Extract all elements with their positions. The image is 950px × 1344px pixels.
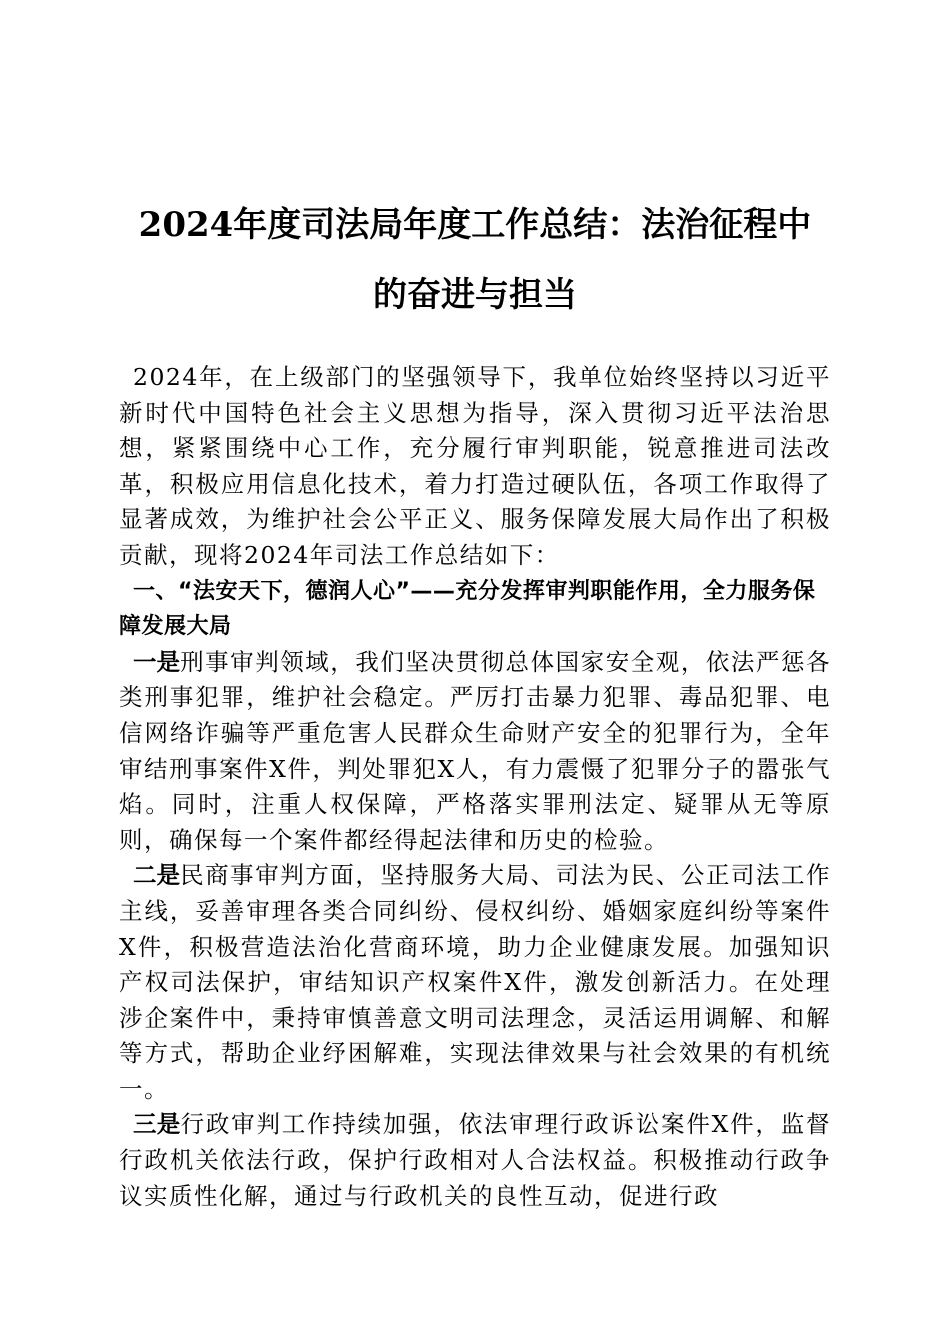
item-text: 刑事审判领域，我们坚决贯彻总体国家安全观，依法严惩各类刑事犯罪，维护社会稳定。严厉打击暴力犯罪、毒品犯罪、电信网络诈骗等严重危害人民群众生命财产安全的犯罪行为，全年审结刑事案件X件，判处罪犯X人，有力震慑了犯罪分子的嚣张气焰。同时，注重人权保障，严格落实罪刑法定、疑罪从无等原则，确保每一个案件都经得起法律和历史的检验。 (119, 647, 832, 854)
document-title (110, 190, 840, 330)
item-lead: 一是 (133, 647, 181, 676)
item-text: 民商事审判方面，坚持服务大局、司法为民、公正司法工作主线，妥善审理各类合同纠纷、侵权纠纷、婚姻家庭纠纷等案件X件，积极营造法治化营商环境，助力企业健康发展。加强知识产权司法保护，审结知识产权案件X件，激发创新活力。在处理涉企案件中，秉持审慎善意文明司法理念，灵活运用调解、和解等方式，帮助企业纾困解难，实现法律效果与社会效果的有机统一。 (119, 861, 832, 1103)
document-body (119, 360, 831, 1214)
item-paragraph-2 (119, 858, 831, 1107)
item-paragraph-1 (119, 645, 831, 859)
title-line-2: 的奋进与担当 (373, 275, 577, 315)
item-paragraph-3 (119, 1107, 831, 1214)
item-lead: 二是 (133, 861, 181, 890)
title-line-1: 2024年度司法局年度工作总结：法治征程中 (138, 205, 812, 245)
section-1-heading: 一、“法安天下，德润人心”——充分发挥审判职能作用，全力服务保障发展大局 (119, 578, 816, 640)
item-lead: 三是 (133, 1110, 181, 1139)
intro-paragraph: 2024年，在上级部门的坚强领导下，我单位始终坚持以习近平新时代中国特色社会主义思想为指导，深入贯彻习近平法治思想，紧紧围绕中心工作，充分履行审判职能，锐意推进司法改革，积极应用信息化技术，着力打造过硬队伍，各项工作取得了显著成效，为维护社会公平正义、服务保障发展大局作出了积极贡献，现将2024年司法工作总结如下： (119, 363, 831, 569)
item-text: 行政审判工作持续加强，依法审理行政诉讼案件X件，监督行政机关依法行政，保护行政相对人合法权益。积极推动行政争议实质性化解，通过与行政机关的良性互动，促进行政 (119, 1110, 831, 1210)
